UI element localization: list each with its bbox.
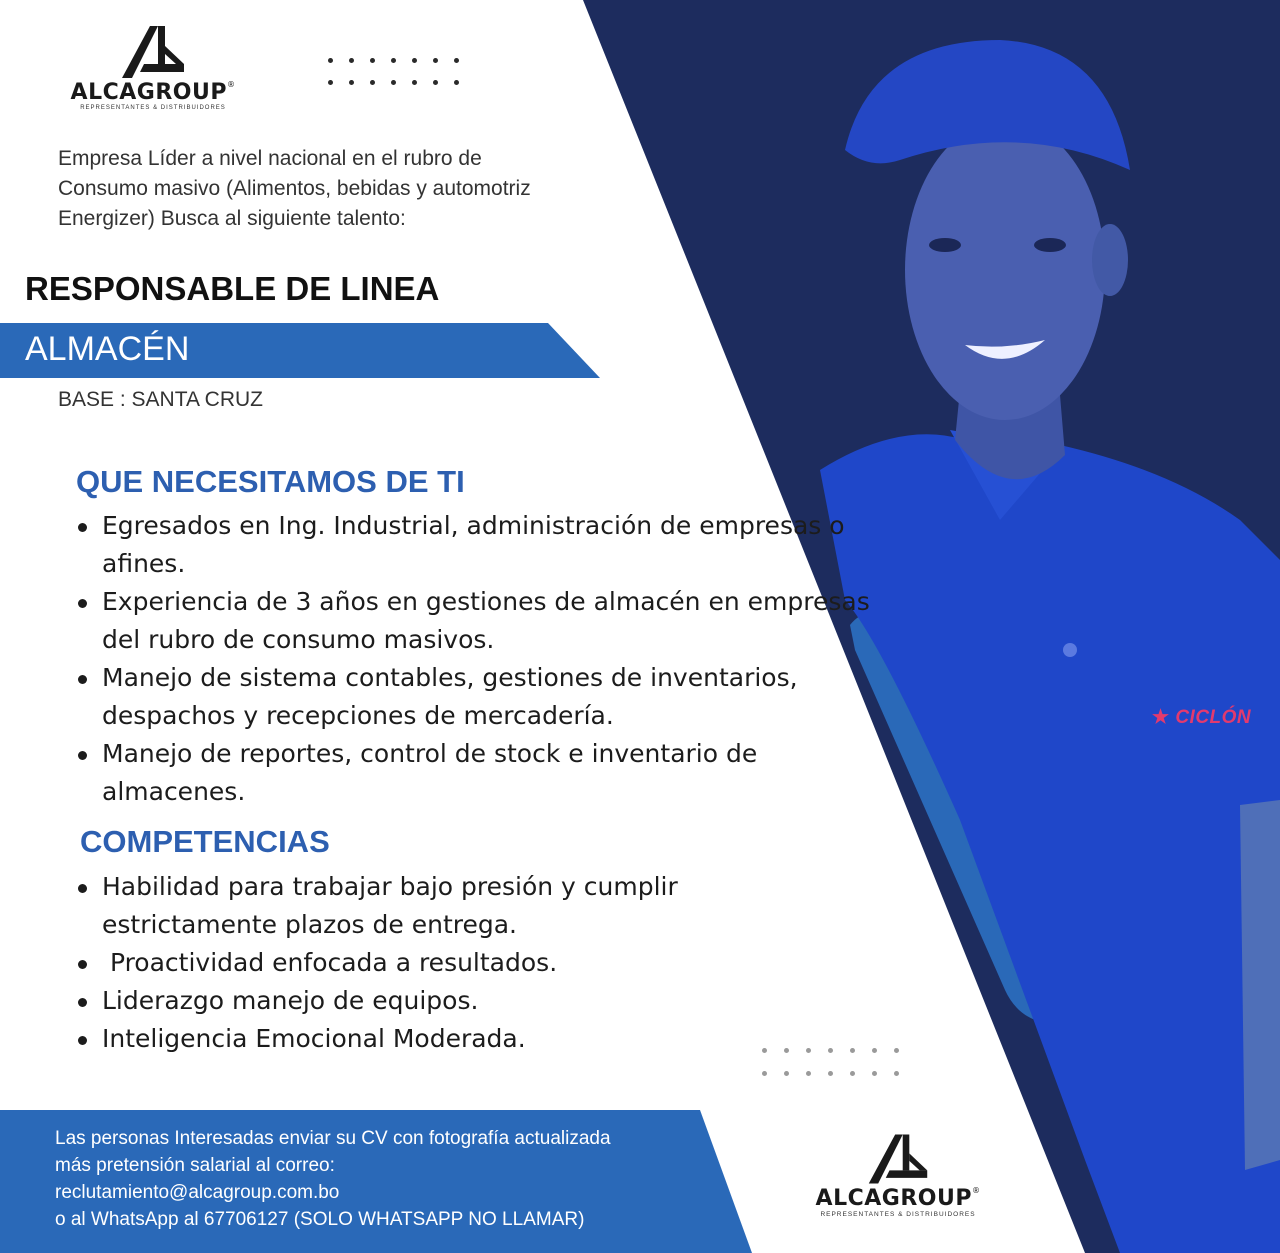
requirements-heading: QUE NECESITAMOS DE TI: [76, 464, 465, 499]
logo-name: ALCAGROUP: [70, 80, 227, 105]
logo-tagline: REPRESENTANTES & DISTRIBUIDORES: [820, 1211, 976, 1218]
requirements-list: [72, 507, 872, 811]
intro-paragraph: [58, 144, 598, 234]
competencies-list: [72, 868, 802, 1058]
alcagroup-logo-icon: [118, 24, 188, 80]
footer-line: más pretensión salarial al correo:: [55, 1155, 335, 1176]
shirt-brand-logo: [1152, 706, 1251, 729]
logo-tagline: REPRESENTANTES & DISTRIBUIDORES: [80, 105, 226, 111]
department-label: ALMACÉN: [25, 330, 190, 368]
contact-email[interactable]: reclutamiento@alcagroup.com.bo: [55, 1182, 340, 1203]
list-item: Inteligencia Emocional Moderada.: [102, 1020, 802, 1058]
intro-line: Empresa Líder a nivel nacional en el rubro de: [58, 147, 482, 170]
star-icon: ★: [1152, 707, 1170, 728]
shirt-brand-text: CICLÓN: [1175, 707, 1252, 728]
list-item: Habilidad para trabajar bajo presión y cumplir estrictamente plazos de entrega.: [102, 868, 802, 944]
ear: [1092, 224, 1128, 296]
list-item: Proactividad enfocada a resultados.: [102, 944, 802, 982]
list-item: Manejo de sistema contables, gestiones de inventarios, despachos y recepciones de mercadería.: [102, 659, 872, 735]
competencies-heading: COMPETENCIAS: [80, 824, 330, 859]
list-item: Manejo de reportes, control de stock e inventario de almacenes.: [102, 735, 872, 811]
footer-line: Las personas Interesadas enviar su CV con fotografía actualizada: [55, 1128, 611, 1149]
bottom-logo: ALCAGROUP® REPRESENTANTES & DISTRIBUIDORES: [798, 1132, 998, 1218]
dot-grid-top: [328, 58, 468, 90]
job-title: RESPONSABLE DE LINEA: [25, 270, 440, 307]
intro-line: Consumo masivo (Alimentos, bebidas y automotriz: [58, 177, 531, 200]
contact-whatsapp[interactable]: o al WhatsApp al 67706127 (SOLO WHATSAPP NO LLAMAR): [55, 1209, 585, 1230]
intro-line: Energizer) Busca al siguiente talento:: [58, 207, 406, 230]
alcagroup-logo-icon: [865, 1132, 931, 1186]
list-item: Experiencia de 3 años en gestiones de almacén en empresas del rubro de consumo masivos.: [102, 583, 872, 659]
shirt-button: [1063, 643, 1077, 657]
list-item: Egresados en Ing. Industrial, administración de empresas o afines.: [102, 507, 872, 583]
top-logo: ALCAGROUP® REPRESENTANTES & DISTRIBUIDORES: [58, 24, 248, 111]
face: [905, 120, 1105, 420]
carton-box: [1240, 800, 1280, 1170]
footer-contact: [55, 1125, 715, 1233]
list-item: Liderazgo manejo de equipos.: [102, 982, 802, 1020]
logo-name: ALCAGROUP: [815, 1186, 972, 1211]
base-location: BASE : SANTA CRUZ: [58, 388, 263, 411]
